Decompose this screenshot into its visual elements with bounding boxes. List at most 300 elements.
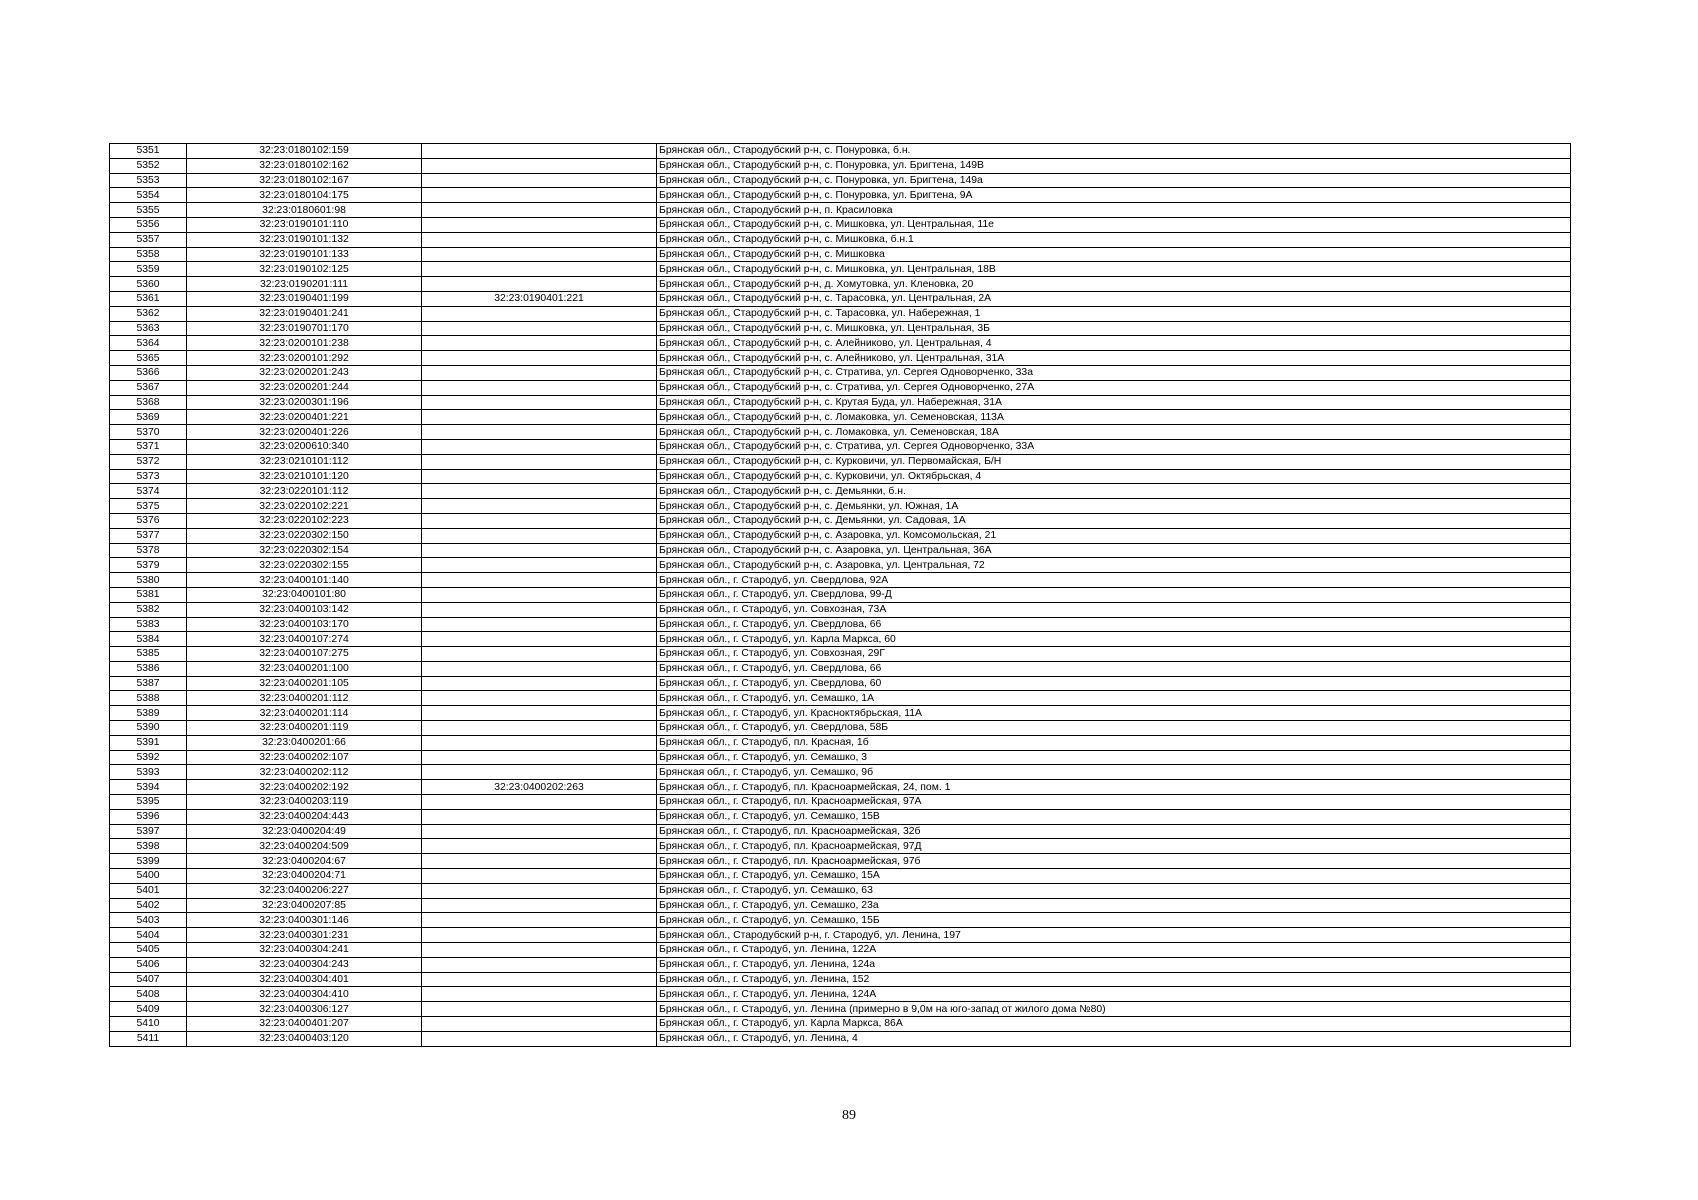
related-cadastral-number-cell: [422, 336, 657, 351]
table-row: [110, 158, 1571, 173]
table-row: [110, 661, 1571, 676]
related-cadastral-number-cell: [422, 158, 657, 173]
table-row: [110, 336, 1571, 351]
cadastral-number-cell: 32:23:0190102:125: [187, 262, 422, 277]
address-cell: Брянская обл., Стародубский р-н, с. Азаровка, ул. Комсомольская, 21: [657, 528, 1571, 543]
address-cell: Брянская обл., Стародубский р-н, г. Стародуб, ул. Ленина, 197: [657, 928, 1571, 943]
cadastral-number-cell: 32:23:0400204:509: [187, 839, 422, 854]
address-cell: Брянская обл., Стародубский р-н, с. Понуровка, ул. Бригтена, 149а: [657, 173, 1571, 188]
address-cell: Брянская обл., г. Стародуб, ул. Семашко, 15А: [657, 869, 1571, 884]
table-row: [110, 987, 1571, 1002]
related-cadastral-number-cell: [422, 913, 657, 928]
cadastral-number-cell: 32:23:0400201:114: [187, 706, 422, 721]
cadastral-number-cell: 32:23:0400202:192: [187, 780, 422, 795]
table-row: [110, 898, 1571, 913]
table-row: [110, 765, 1571, 780]
cadastral-number-cell: 32:23:0400204:443: [187, 809, 422, 824]
row-number-cell: 5353: [110, 173, 187, 188]
related-cadastral-number-cell: [422, 380, 657, 395]
cadastral-number-cell: 32:23:0400201:66: [187, 735, 422, 750]
row-number-cell: 5355: [110, 203, 187, 218]
related-cadastral-number-cell: [422, 617, 657, 632]
row-number-cell: 5380: [110, 573, 187, 588]
table-row: [110, 1031, 1571, 1046]
cadastral-number-cell: 32:23:0220102:221: [187, 499, 422, 514]
address-cell: Брянская обл., г. Стародуб, ул. Свердлова, 58Б: [657, 721, 1571, 736]
table-row: [110, 454, 1571, 469]
row-number-cell: 5397: [110, 824, 187, 839]
cadastral-number-cell: 32:23:0200301:196: [187, 395, 422, 410]
row-number-cell: 5394: [110, 780, 187, 795]
row-number-cell: 5391: [110, 735, 187, 750]
address-cell: Брянская обл., Стародубский р-н, с. Понуровка, ул. Бригтена, 9А: [657, 188, 1571, 203]
address-cell: Брянская обл., г. Стародуб, ул. Красноктябрьская, 11А: [657, 706, 1571, 721]
cadastral-number-cell: 32:23:0400101:140: [187, 573, 422, 588]
table-row: [110, 321, 1571, 336]
row-number-cell: 5381: [110, 587, 187, 602]
related-cadastral-number-cell: [422, 543, 657, 558]
address-cell: Брянская обл., г. Стародуб, ул. Семашко, 23а: [657, 898, 1571, 913]
table-row: [110, 824, 1571, 839]
address-cell: Брянская обл., г. Стародуб, ул. Ленина, 122А: [657, 943, 1571, 958]
related-cadastral-number-cell: [422, 1017, 657, 1032]
table-row: [110, 277, 1571, 292]
cadastral-number-cell: 32:23:0200201:244: [187, 380, 422, 395]
table-row: [110, 232, 1571, 247]
row-number-cell: 5352: [110, 158, 187, 173]
row-number-cell: 5396: [110, 809, 187, 824]
row-number-cell: 5405: [110, 943, 187, 958]
row-number-cell: 5383: [110, 617, 187, 632]
row-number-cell: 5351: [110, 144, 187, 159]
related-cadastral-number-cell: [422, 247, 657, 262]
related-cadastral-number-cell: [422, 410, 657, 425]
address-cell: Брянская обл., Стародубский р-н, с. Стратива, ул. Сергея Одноворченко, 33А: [657, 439, 1571, 454]
table-row: [110, 647, 1571, 662]
address-cell: Брянская обл., г. Стародуб, ул. Свердлова, 66: [657, 617, 1571, 632]
cadastral-number-cell: 32:23:0400201:105: [187, 676, 422, 691]
table-row: [110, 809, 1571, 824]
cadastral-number-cell: 32:23:0400201:112: [187, 691, 422, 706]
related-cadastral-number-cell: [422, 425, 657, 440]
address-cell: Брянская обл., г. Стародуб, ул. Семашко, 15Б: [657, 913, 1571, 928]
cadastral-number-cell: 32:23:0210101:112: [187, 454, 422, 469]
row-number-cell: 5406: [110, 957, 187, 972]
address-cell: Брянская обл., г. Стародуб, ул. Ленина, 124А: [657, 987, 1571, 1002]
related-cadastral-number-cell: [422, 217, 657, 232]
related-cadastral-number-cell: [422, 987, 657, 1002]
address-cell: Брянская обл., Стародубский р-н, с. Демьянки, б.н.: [657, 484, 1571, 499]
address-cell: Брянская обл., г. Стародуб, ул. Семашко, 1А: [657, 691, 1571, 706]
table-row: [110, 410, 1571, 425]
row-number-cell: 5373: [110, 469, 187, 484]
related-cadastral-number-cell: [422, 365, 657, 380]
related-cadastral-number-cell: [422, 854, 657, 869]
row-number-cell: 5374: [110, 484, 187, 499]
address-cell: Брянская обл., г. Стародуб, ул. Совхозная, 29Г: [657, 647, 1571, 662]
table-row: [110, 469, 1571, 484]
address-cell: Брянская обл., г. Стародуб, ул. Карла Маркса, 60: [657, 632, 1571, 647]
row-number-cell: 5404: [110, 928, 187, 943]
cadastral-number-cell: 32:23:0400207:85: [187, 898, 422, 913]
row-number-cell: 5372: [110, 454, 187, 469]
row-number-cell: 5401: [110, 883, 187, 898]
address-cell: Брянская обл., г. Стародуб, ул. Ленина, 4: [657, 1031, 1571, 1046]
address-cell: Брянская обл., Стародубский р-н, с. Тарасовка, ул. Набережная, 1: [657, 306, 1571, 321]
row-number-cell: 5362: [110, 306, 187, 321]
table-row: [110, 780, 1571, 795]
related-cadastral-number-cell: [422, 765, 657, 780]
related-cadastral-number-cell: [422, 632, 657, 647]
table-row: [110, 602, 1571, 617]
address-cell: Брянская обл., Стародубский р-н, д. Хомутовка, ул. Кленовка, 20: [657, 277, 1571, 292]
cadastral-number-cell: 32:23:0400304:401: [187, 972, 422, 987]
table-row: [110, 617, 1571, 632]
cadastral-number-cell: 32:23:0180102:162: [187, 158, 422, 173]
registry-table-body: [110, 144, 1571, 1047]
related-cadastral-number-cell: [422, 232, 657, 247]
row-number-cell: 5393: [110, 765, 187, 780]
table-row: [110, 1017, 1571, 1032]
related-cadastral-number-cell: [422, 750, 657, 765]
related-cadastral-number-cell: [422, 869, 657, 884]
row-number-cell: 5387: [110, 676, 187, 691]
related-cadastral-number-cell: [422, 721, 657, 736]
table-row: [110, 439, 1571, 454]
table-row: [110, 795, 1571, 810]
table-row: [110, 291, 1571, 306]
address-cell: Брянская обл., Стародубский р-н, с. Мишковка: [657, 247, 1571, 262]
related-cadastral-number-cell: [422, 928, 657, 943]
cadastral-number-cell: 32:23:0200401:226: [187, 425, 422, 440]
row-number-cell: 5407: [110, 972, 187, 987]
related-cadastral-number-cell: [422, 647, 657, 662]
table-row: [110, 676, 1571, 691]
row-number-cell: 5376: [110, 513, 187, 528]
address-cell: Брянская обл., г. Стародуб, пл. Красноармейская, 97А: [657, 795, 1571, 810]
cadastral-number-cell: 32:23:0400202:107: [187, 750, 422, 765]
table-row: [110, 558, 1571, 573]
related-cadastral-number-cell: [422, 602, 657, 617]
row-number-cell: 5361: [110, 291, 187, 306]
page-number: 89: [842, 1108, 856, 1123]
cadastral-number-cell: 32:23:0220302:150: [187, 528, 422, 543]
cadastral-number-cell: 32:23:0190401:241: [187, 306, 422, 321]
table-row: [110, 173, 1571, 188]
cadastral-number-cell: 32:23:0200101:238: [187, 336, 422, 351]
address-cell: Брянская обл., г. Стародуб, ул. Карла Маркса, 86А: [657, 1017, 1571, 1032]
cadastral-number-cell: 32:23:0200101:292: [187, 351, 422, 366]
related-cadastral-number-cell: [422, 499, 657, 514]
cadastral-number-cell: 32:23:0200201:243: [187, 365, 422, 380]
table-row: [110, 188, 1571, 203]
cadastral-number-cell: 32:23:0400101:80: [187, 587, 422, 602]
related-cadastral-number-cell: [422, 943, 657, 958]
row-number-cell: 5384: [110, 632, 187, 647]
related-cadastral-number-cell: [422, 277, 657, 292]
cadastral-number-cell: 32:23:0190201:111: [187, 277, 422, 292]
row-number-cell: 5367: [110, 380, 187, 395]
related-cadastral-number-cell: [422, 454, 657, 469]
address-cell: Брянская обл., Стародубский р-н, с. Мишковка, ул. Центральная, 3Б: [657, 321, 1571, 336]
cadastral-number-cell: 32:23:0220302:154: [187, 543, 422, 558]
cadastral-number-cell: 32:23:0400203:119: [187, 795, 422, 810]
address-cell: Брянская обл., г. Стародуб, ул. Ленина (примерно в 9,0м на юго-запад от жилого дома №80): [657, 1002, 1571, 1017]
address-cell: Брянская обл., Стародубский р-н, с. Алейниково, ул. Центральная, 4: [657, 336, 1571, 351]
cadastral-number-cell: 32:23:0400306:127: [187, 1002, 422, 1017]
related-cadastral-number-cell: [422, 809, 657, 824]
table-row: [110, 543, 1571, 558]
row-number-cell: 5360: [110, 277, 187, 292]
cadastral-number-cell: 32:23:0220302:155: [187, 558, 422, 573]
related-cadastral-number-cell: [422, 661, 657, 676]
cadastral-number-cell: 32:23:0400206:227: [187, 883, 422, 898]
related-cadastral-number-cell: [422, 706, 657, 721]
row-number-cell: 5356: [110, 217, 187, 232]
address-cell: Брянская обл., г. Стародуб, ул. Свердлова, 60: [657, 676, 1571, 691]
table-row: [110, 883, 1571, 898]
table-row: [110, 913, 1571, 928]
row-number-cell: 5390: [110, 721, 187, 736]
address-cell: Брянская обл., Стародубский р-н, с. Демьянки, ул. Садовая, 1А: [657, 513, 1571, 528]
address-cell: Брянская обл., Стародубский р-н, с. Понуровка, б.н.: [657, 144, 1571, 159]
cadastral-number-cell: 32:23:0400201:119: [187, 721, 422, 736]
cadastral-number-cell: 32:23:0400204:67: [187, 854, 422, 869]
table-row: [110, 839, 1571, 854]
address-cell: Брянская обл., Стародубский р-н, с. Понуровка, ул. Бригтена, 149В: [657, 158, 1571, 173]
cadastral-number-cell: 32:23:0400403:120: [187, 1031, 422, 1046]
cadastral-number-cell: 32:23:0400103:170: [187, 617, 422, 632]
table-row: [110, 632, 1571, 647]
related-cadastral-number-cell: [422, 735, 657, 750]
address-cell: Брянская обл., г. Стародуб, ул. Свердлова, 92А: [657, 573, 1571, 588]
cadastral-number-cell: 32:23:0190401:199: [187, 291, 422, 306]
address-cell: Брянская обл., Стародубский р-н, с. Мишковка, б.н.1: [657, 232, 1571, 247]
row-number-cell: 5398: [110, 839, 187, 854]
related-cadastral-number-cell: [422, 513, 657, 528]
cadastral-number-cell: 32:23:0210101:120: [187, 469, 422, 484]
cadastral-number-cell: 32:23:0400304:410: [187, 987, 422, 1002]
row-number-cell: 5370: [110, 425, 187, 440]
address-cell: Брянская обл., г. Стародуб, ул. Свердлова, 99-Д: [657, 587, 1571, 602]
related-cadastral-number-cell: [422, 306, 657, 321]
table-row: [110, 351, 1571, 366]
related-cadastral-number-cell: [422, 558, 657, 573]
related-cadastral-number-cell: [422, 203, 657, 218]
table-row: [110, 217, 1571, 232]
address-cell: Брянская обл., Стародубский р-н, с. Демьянки, ул. Южная, 1А: [657, 499, 1571, 514]
address-cell: Брянская обл., г. Стародуб, ул. Совхозная, 73А: [657, 602, 1571, 617]
table-row: [110, 587, 1571, 602]
address-cell: Брянская обл., Стародубский р-н, с. Мишковка, ул. Центральная, 11е: [657, 217, 1571, 232]
table-row: [110, 425, 1571, 440]
related-cadastral-number-cell: [422, 173, 657, 188]
row-number-cell: 5403: [110, 913, 187, 928]
related-cadastral-number-cell: [422, 839, 657, 854]
related-cadastral-number-cell: [422, 351, 657, 366]
cadastral-number-cell: 32:23:0400103:142: [187, 602, 422, 617]
row-number-cell: 5389: [110, 706, 187, 721]
table-row: [110, 513, 1571, 528]
row-number-cell: 5375: [110, 499, 187, 514]
address-cell: Брянская обл., Стародубский р-н, с. Тарасовка, ул. Центральная, 2А: [657, 291, 1571, 306]
address-cell: Брянская обл., Стародубский р-н, с. Ломаковка, ул. Семеновская, 18А: [657, 425, 1571, 440]
table-row: [110, 1002, 1571, 1017]
row-number-cell: 5379: [110, 558, 187, 573]
address-cell: Брянская обл., Стародубский р-н, с. Азаровка, ул. Центральная, 36А: [657, 543, 1571, 558]
cadastral-number-cell: 32:23:0200610:340: [187, 439, 422, 454]
cadastral-number-cell: 32:23:0220101:112: [187, 484, 422, 499]
table-row: [110, 972, 1571, 987]
row-number-cell: 5392: [110, 750, 187, 765]
related-cadastral-number-cell: [422, 188, 657, 203]
table-row: [110, 735, 1571, 750]
row-number-cell: 5354: [110, 188, 187, 203]
table-row: [110, 691, 1571, 706]
table-row: [110, 306, 1571, 321]
related-cadastral-number-cell: [422, 1002, 657, 1017]
related-cadastral-number-cell: [422, 972, 657, 987]
address-cell: Брянская обл., Стародубский р-н, с. Ломаковка, ул. Семеновская, 113А: [657, 410, 1571, 425]
address-cell: Брянская обл., г. Стародуб, ул. Семашко, 63: [657, 883, 1571, 898]
row-number-cell: 5395: [110, 795, 187, 810]
row-number-cell: 5386: [110, 661, 187, 676]
address-cell: Брянская обл., Стародубский р-н, с. Крутая Буда, ул. Набережная, 31А: [657, 395, 1571, 410]
table-row: [110, 943, 1571, 958]
table-row: [110, 573, 1571, 588]
row-number-cell: 5411: [110, 1031, 187, 1046]
address-cell: Брянская обл., г. Стародуб, пл. Красная, 1б: [657, 735, 1571, 750]
related-cadastral-number-cell: [422, 795, 657, 810]
address-cell: Брянская обл., г. Стародуб, пл. Красноармейская, 97Д: [657, 839, 1571, 854]
table-row: [110, 721, 1571, 736]
row-number-cell: 5358: [110, 247, 187, 262]
address-cell: Брянская обл., г. Стародуб, ул. Ленина, 152: [657, 972, 1571, 987]
cadastral-number-cell: 32:23:0400301:146: [187, 913, 422, 928]
cadastral-number-cell: 32:23:0400204:71: [187, 869, 422, 884]
address-cell: Брянская обл., Стародубский р-н, с. Стратива, ул. Сергея Одноворченко, 27А: [657, 380, 1571, 395]
row-number-cell: 5399: [110, 854, 187, 869]
address-cell: Брянская обл., г. Стародуб, пл. Красноармейская, 97б: [657, 854, 1571, 869]
cadastral-number-cell: 32:23:0400304:243: [187, 957, 422, 972]
cadastral-number-cell: 32:23:0180102:159: [187, 144, 422, 159]
related-cadastral-number-cell: [422, 898, 657, 913]
related-cadastral-number-cell: [422, 587, 657, 602]
row-number-cell: 5409: [110, 1002, 187, 1017]
table-row: [110, 928, 1571, 943]
related-cadastral-number-cell: [422, 528, 657, 543]
cadastral-number-cell: 32:23:0400107:275: [187, 647, 422, 662]
table-row: [110, 380, 1571, 395]
cadastral-number-cell: 32:23:0400202:112: [187, 765, 422, 780]
table-row: [110, 750, 1571, 765]
row-number-cell: 5385: [110, 647, 187, 662]
cadastral-number-cell: 32:23:0190701:170: [187, 321, 422, 336]
address-cell: Брянская обл., г. Стародуб, ул. Семашко, 3: [657, 750, 1571, 765]
related-cadastral-number-cell: [422, 957, 657, 972]
row-number-cell: 5371: [110, 439, 187, 454]
row-number-cell: 5357: [110, 232, 187, 247]
table-row: [110, 854, 1571, 869]
table-row: [110, 484, 1571, 499]
row-number-cell: 5410: [110, 1017, 187, 1032]
table-row: [110, 499, 1571, 514]
related-cadastral-number-cell: [422, 1031, 657, 1046]
address-cell: Брянская обл., Стародубский р-н, с. Алейниково, ул. Центральная, 31А: [657, 351, 1571, 366]
table-row: [110, 144, 1571, 159]
address-cell: Брянская обл., г. Стародуб, ул. Семашко, 9б: [657, 765, 1571, 780]
cadastral-number-cell: 32:23:0180104:175: [187, 188, 422, 203]
cadastral-number-cell: 32:23:0400204:49: [187, 824, 422, 839]
cadastral-number-cell: 32:23:0180102:167: [187, 173, 422, 188]
table-row: [110, 706, 1571, 721]
table-row: [110, 528, 1571, 543]
table-row: [110, 869, 1571, 884]
row-number-cell: 5369: [110, 410, 187, 425]
cadastral-number-cell: 32:23:0220102:223: [187, 513, 422, 528]
table-row: [110, 203, 1571, 218]
row-number-cell: 5363: [110, 321, 187, 336]
cadastral-number-cell: 32:23:0400401:207: [187, 1017, 422, 1032]
related-cadastral-number-cell: [422, 144, 657, 159]
related-cadastral-number-cell: [422, 469, 657, 484]
table-row: [110, 365, 1571, 380]
row-number-cell: 5368: [110, 395, 187, 410]
row-number-cell: 5378: [110, 543, 187, 558]
row-number-cell: 5377: [110, 528, 187, 543]
related-cadastral-number-cell: [422, 262, 657, 277]
cadastral-number-cell: 32:23:0190101:133: [187, 247, 422, 262]
address-cell: Брянская обл., Стародубский р-н, п. Красиловка: [657, 203, 1571, 218]
cadastral-number-cell: 32:23:0400301:231: [187, 928, 422, 943]
cadastral-number-cell: 32:23:0190101:110: [187, 217, 422, 232]
cadastral-number-cell: 32:23:0190101:132: [187, 232, 422, 247]
table-row: [110, 957, 1571, 972]
related-cadastral-number-cell: [422, 395, 657, 410]
related-cadastral-number-cell: [422, 676, 657, 691]
related-cadastral-number-cell: [422, 883, 657, 898]
registry-table: [109, 143, 1571, 1047]
address-cell: Брянская обл., Стародубский р-н, с. Азаровка, ул. Центральная, 72: [657, 558, 1571, 573]
table-row: [110, 262, 1571, 277]
row-number-cell: 5388: [110, 691, 187, 706]
address-cell: Брянская обл., Стародубский р-н, с. Курковичи, ул. Первомайская, Б/Н: [657, 454, 1571, 469]
related-cadastral-number-cell: 32:23:0400202:263: [422, 780, 657, 795]
address-cell: Брянская обл., Стародубский р-н, с. Мишковка, ул. Центральная, 18В: [657, 262, 1571, 277]
table-row: [110, 395, 1571, 410]
row-number-cell: 5359: [110, 262, 187, 277]
related-cadastral-number-cell: [422, 439, 657, 454]
related-cadastral-number-cell: [422, 824, 657, 839]
address-cell: Брянская обл., г. Стародуб, ул. Ленина, 124а: [657, 957, 1571, 972]
row-number-cell: 5382: [110, 602, 187, 617]
cadastral-number-cell: 32:23:0180601:98: [187, 203, 422, 218]
row-number-cell: 5408: [110, 987, 187, 1002]
address-cell: Брянская обл., г. Стародуб, ул. Свердлова, 66: [657, 661, 1571, 676]
row-number-cell: 5364: [110, 336, 187, 351]
related-cadastral-number-cell: [422, 691, 657, 706]
row-number-cell: 5402: [110, 898, 187, 913]
address-cell: Брянская обл., Стародубский р-н, с. Стратива, ул. Сергея Одноворченко, 33а: [657, 365, 1571, 380]
address-cell: Брянская обл., Стародубский р-н, с. Курковичи, ул. Октябрьская, 4: [657, 469, 1571, 484]
address-cell: Брянская обл., г. Стародуб, пл. Красноармейская, 24, пом. 1: [657, 780, 1571, 795]
row-number-cell: 5400: [110, 869, 187, 884]
related-cadastral-number-cell: [422, 321, 657, 336]
table-row: [110, 247, 1571, 262]
cadastral-number-cell: 32:23:0400304:241: [187, 943, 422, 958]
address-cell: Брянская обл., г. Стародуб, пл. Красноармейская, 32б: [657, 824, 1571, 839]
related-cadastral-number-cell: [422, 484, 657, 499]
